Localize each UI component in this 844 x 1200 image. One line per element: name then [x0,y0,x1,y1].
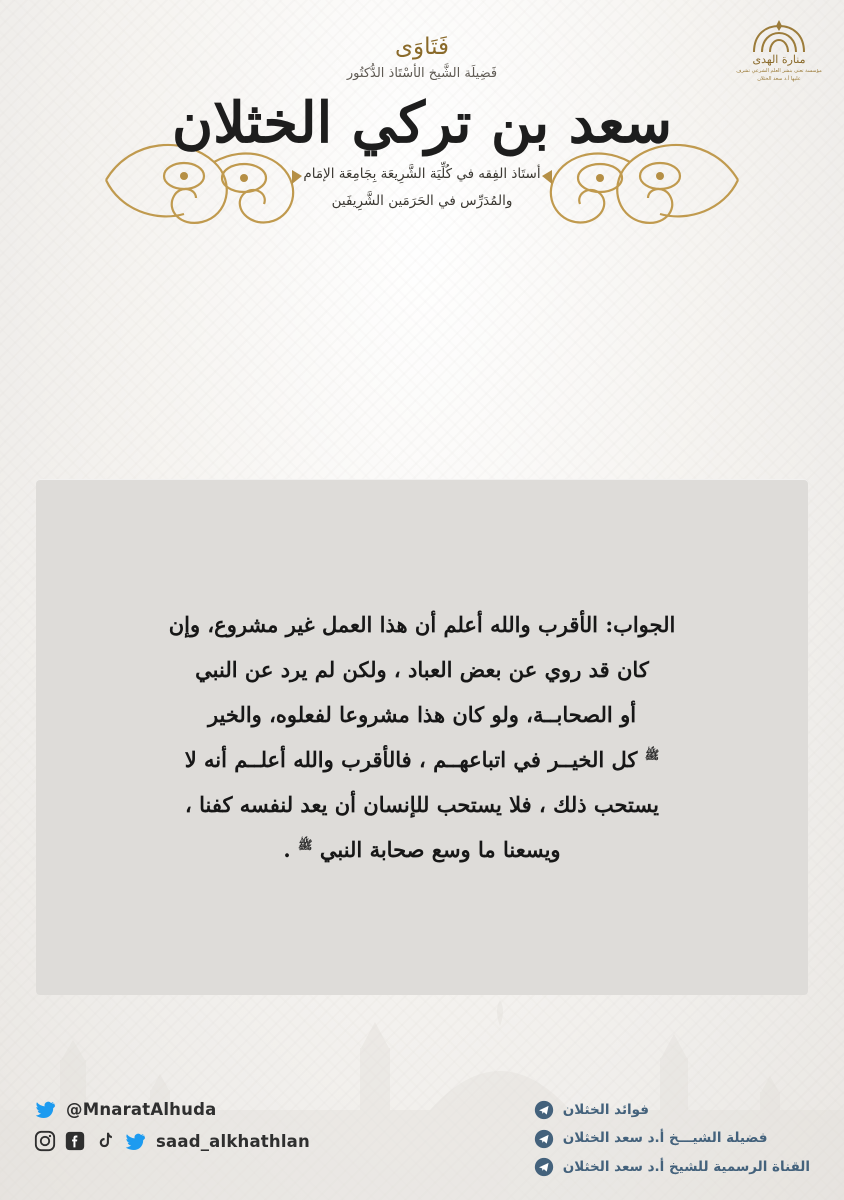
answer-line-4 [98,737,746,782]
footer-social [34,1092,310,1162]
footer [0,1074,844,1200]
channel-label-1: فوائد الخثلان [562,1102,649,1118]
tiktok-icon[interactable] [94,1130,116,1152]
channel-label-2: فضيلة الشيـــخ أ.د سعد الخثلان [562,1130,768,1147]
social-icon-group [34,1130,146,1152]
sheikh-role-line-2: والمُدَرِّس في الحَرَمَين الشَّرِيفَين [331,192,513,209]
instagram-icon[interactable] [34,1130,56,1152]
svg-text:منارة الهدى: منارة الهدى [752,53,806,66]
twitter-handle-row[interactable] [34,1098,310,1120]
secondary-social-row[interactable] [34,1130,310,1152]
twitter-handle[interactable]: @MnaratAlhuda [66,1099,217,1119]
channel-row-3[interactable] [533,1153,810,1181]
page-title: سعد بن تركي الخثلان [171,90,673,156]
facebook-icon[interactable] [64,1130,86,1152]
telegram-icon[interactable] [533,1156,555,1178]
document-header [0,0,844,330]
sallallahu-honorific-2: ﷺ [298,838,313,853]
channel-label-3: القناة الرسمية للشيخ أ.د سعد الخثلان [562,1158,810,1175]
answer-card [36,479,808,995]
answer-text-1: الأقرب والله أعلم أن هذا العمل غير مشروع، وإن [168,611,598,637]
secondary-handle[interactable]: saad_alkhathlan [156,1131,310,1151]
answer-text-3: أو الصحابــة، ولو كان هذا مشروعا لفعلوه، والخير [207,701,637,727]
answer-label: الجواب: [605,611,676,637]
answer-text [36,602,808,873]
telegram-icon[interactable] [533,1099,555,1121]
footer-channels [533,1092,810,1181]
channel-row-1[interactable] [533,1096,810,1124]
twitter-icon[interactable] [124,1130,146,1152]
logo-subtitle: مؤسسة تعنى بنشر العلم الشرعي تشرف عليها أ.د سعد الخثلان [736,68,822,82]
channel-row-2[interactable] [533,1124,810,1152]
fatawa-heading: فَتَاوَى [394,34,450,60]
twitter-icon[interactable] [34,1098,56,1120]
answer-line-3 [98,692,746,737]
answer-line-1 [98,602,746,647]
answer-text-6: ويسعنا ما وسع صحابة النبي [319,837,561,863]
answer-line-5: يستحب ذلك ، فلا يستحب للإنسان أن يعد لنفسه كفنا ، [185,792,659,818]
answer-end-period: . [283,837,291,863]
telegram-icon[interactable] [533,1128,555,1150]
answer-line-6 [98,827,746,872]
sallallahu-honorific-1: ﷺ [644,748,660,762]
answer-line-2: كان قد روي عن بعض العباد ، ولكن لم يرد عن النبي [195,656,649,682]
answer-text-4: كل الخيــر في اتباعهــم ، فالأقرب والله أعلــم أنه لا [184,747,638,772]
honorific-kicker: فَضِيلَة الشَّيخ الأسْتَاذ الدُّكتُور [346,66,498,81]
sheikh-role-line-1: أستَاذ الفِقه في كُلِّيَة الشَّرِيعَة بِجَامِعَة الإمَام [303,166,541,183]
